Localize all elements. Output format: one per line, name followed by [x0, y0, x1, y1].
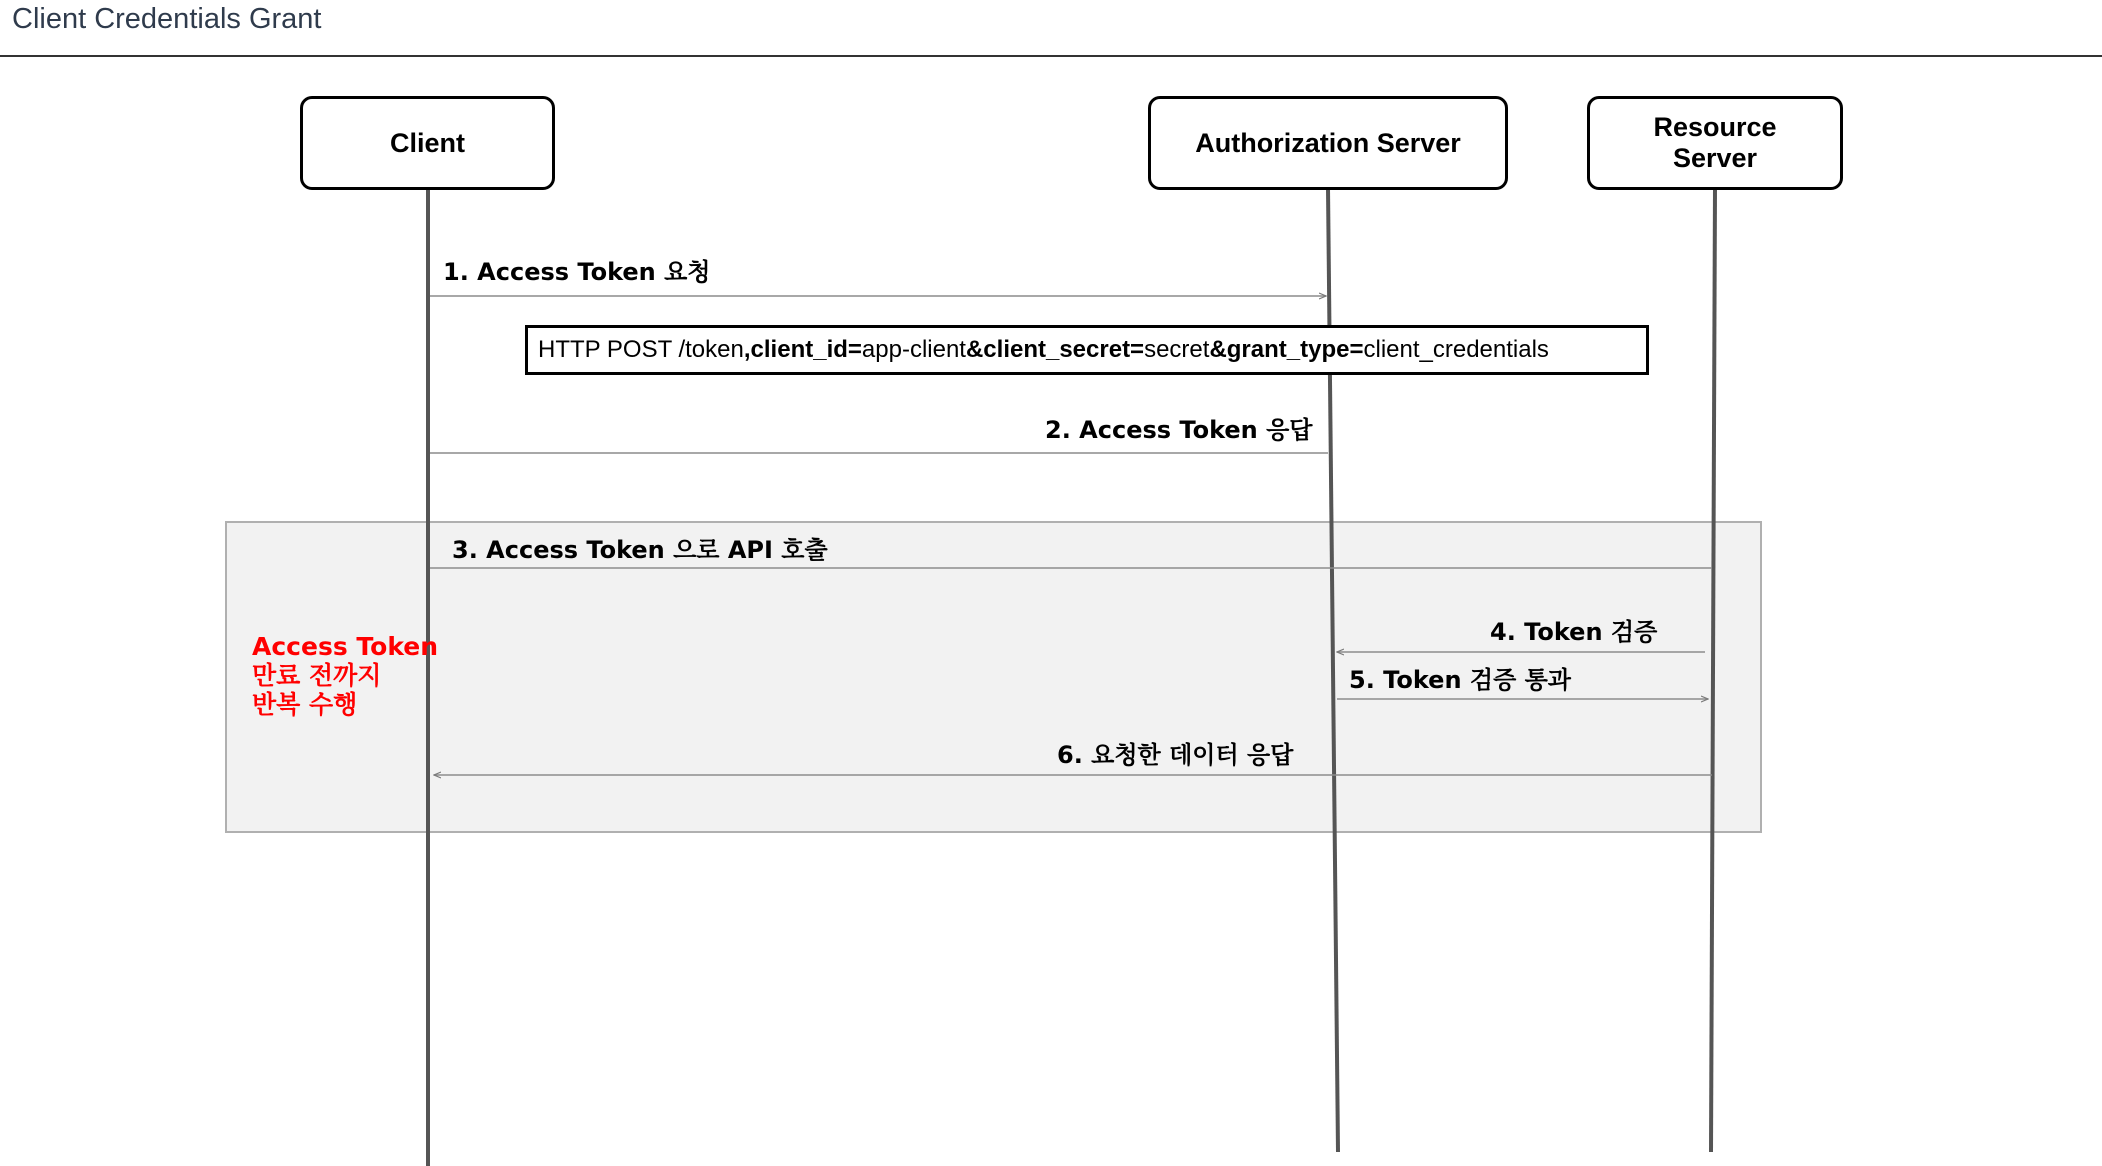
loop-label-line-3: 반복 수행: [252, 690, 358, 719]
resource-server-actor: Resource Server: [1587, 96, 1843, 190]
note-prefix: HTTP POST /token: [538, 336, 744, 363]
loop-label-line-1: Access Token: [252, 632, 439, 661]
note-key-grant-type: &grant_type=: [1209, 336, 1364, 363]
loop-label: [252, 632, 438, 719]
loop-label-line-2: 만료 전까지: [252, 661, 382, 690]
message-5-label: 5. Token 검증 통과: [1349, 666, 1571, 694]
message-2-label: 2. Access Token 응답: [1045, 416, 1313, 444]
client-actor: Client: [300, 96, 555, 190]
resource-server-lifeline: [1711, 188, 1715, 1152]
note-value-client-secret: secret: [1144, 336, 1210, 363]
message-6-label: 6. 요청한 데이터 응답: [1057, 741, 1294, 769]
note-value-grant-type: client_credentials: [1363, 336, 1549, 363]
note-value-client-id: app-client: [861, 336, 966, 363]
note-key-client-id: client_id=: [750, 336, 862, 363]
message-1-label: 1. Access Token 요청: [443, 258, 711, 286]
note-separator: ,: [743, 336, 751, 363]
message-3-label: 3. Access Token 으로 API 호출: [452, 536, 828, 564]
note-key-client-secret: &client_secret=: [965, 336, 1145, 363]
token-request-note: [525, 325, 1649, 375]
message-4-label: 4. Token 검증: [1490, 618, 1658, 646]
authorization-server-actor: Authorization Server: [1148, 96, 1508, 190]
page-title: Client Credentials Grant: [12, 3, 322, 35]
